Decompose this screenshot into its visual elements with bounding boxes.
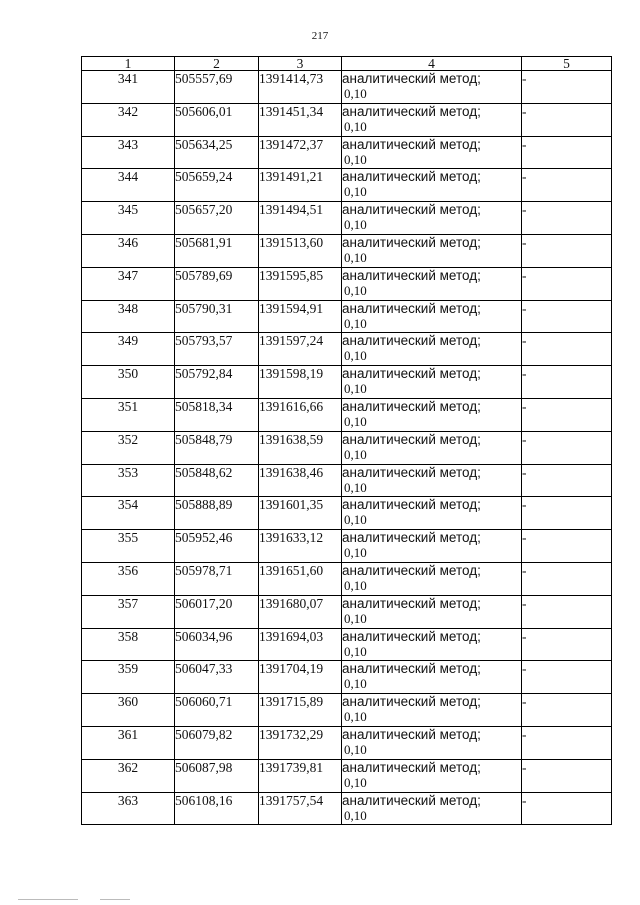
table-row xyxy=(82,694,612,727)
accuracy-value: 0,10 xyxy=(344,217,367,233)
coordinate-x: 505848,79 xyxy=(175,431,259,464)
table-row xyxy=(82,300,612,333)
note-cell: - xyxy=(522,628,612,661)
accuracy-value: 0,10 xyxy=(344,446,367,462)
note-cell: - xyxy=(522,103,612,136)
point-number: 358 xyxy=(82,628,175,661)
method-cell xyxy=(342,169,522,202)
point-number: 346 xyxy=(82,234,175,267)
point-number: 348 xyxy=(82,300,175,333)
table-row xyxy=(82,726,612,759)
table-row xyxy=(82,595,612,628)
method-cell xyxy=(342,267,522,300)
method-text: аналитический метод; xyxy=(342,595,481,611)
method-cell xyxy=(342,333,522,366)
coordinate-x: 506060,71 xyxy=(175,694,259,727)
note-cell: - xyxy=(522,300,612,333)
point-number: 351 xyxy=(82,398,175,431)
coordinate-x: 505793,57 xyxy=(175,333,259,366)
method-cell xyxy=(342,694,522,727)
point-number: 342 xyxy=(82,103,175,136)
coordinate-x: 505606,01 xyxy=(175,103,259,136)
method-cell xyxy=(342,136,522,169)
table-row xyxy=(82,628,612,661)
coordinate-x: 506087,98 xyxy=(175,759,259,792)
accuracy-value: 0,10 xyxy=(344,184,367,200)
table-row xyxy=(82,333,612,366)
coordinate-x: 506017,20 xyxy=(175,595,259,628)
method-cell xyxy=(342,103,522,136)
method-text: аналитический метод; xyxy=(342,300,481,316)
point-number: 363 xyxy=(82,792,175,825)
scan-footer-marks xyxy=(0,896,640,905)
coordinate-y: 1391472,37 xyxy=(259,136,342,169)
note-cell: - xyxy=(522,595,612,628)
method-cell xyxy=(342,792,522,825)
table-row xyxy=(82,103,612,136)
method-text: аналитический метод; xyxy=(342,71,481,86)
coordinate-y: 1391651,60 xyxy=(259,562,342,595)
method-cell xyxy=(342,497,522,530)
method-cell xyxy=(342,530,522,563)
point-number: 344 xyxy=(82,169,175,202)
note-cell: - xyxy=(522,661,612,694)
header-row xyxy=(82,57,612,71)
coordinate-y: 1391491,21 xyxy=(259,169,342,202)
coordinate-x: 506079,82 xyxy=(175,726,259,759)
method-text: аналитический метод; xyxy=(342,136,481,152)
coordinate-x: 505790,31 xyxy=(175,300,259,333)
accuracy-value: 0,10 xyxy=(344,807,367,823)
accuracy-value: 0,10 xyxy=(344,709,367,725)
point-number: 345 xyxy=(82,202,175,235)
point-number: 360 xyxy=(82,694,175,727)
accuracy-value: 0,10 xyxy=(344,315,367,331)
header-col-5: 5 xyxy=(522,57,612,71)
coordinate-x: 505557,69 xyxy=(175,71,259,104)
point-number: 347 xyxy=(82,267,175,300)
coordinate-x: 505848,62 xyxy=(175,464,259,497)
point-number: 361 xyxy=(82,726,175,759)
method-text: аналитический метод; xyxy=(342,562,481,578)
method-text: аналитический метод; xyxy=(342,202,481,218)
table-row xyxy=(82,169,612,202)
method-text: аналитический метод; xyxy=(342,464,481,480)
method-cell xyxy=(342,71,522,104)
point-number: 357 xyxy=(82,595,175,628)
coordinate-y: 1391633,12 xyxy=(259,530,342,563)
method-text: аналитический метод; xyxy=(342,792,481,808)
note-cell: - xyxy=(522,366,612,399)
coordinate-y: 1391616,66 xyxy=(259,398,342,431)
accuracy-value: 0,10 xyxy=(344,282,367,298)
accuracy-value: 0,10 xyxy=(344,381,367,397)
point-number: 349 xyxy=(82,333,175,366)
table-row xyxy=(82,366,612,399)
table-row xyxy=(82,464,612,497)
method-cell xyxy=(342,300,522,333)
coordinate-y: 1391739,81 xyxy=(259,759,342,792)
coordinate-x: 505818,34 xyxy=(175,398,259,431)
method-cell xyxy=(342,661,522,694)
accuracy-value: 0,10 xyxy=(344,610,367,626)
method-cell xyxy=(342,398,522,431)
accuracy-value: 0,10 xyxy=(344,577,367,593)
method-text: аналитический метод; xyxy=(342,759,481,775)
note-cell: - xyxy=(522,202,612,235)
accuracy-value: 0,10 xyxy=(344,413,367,429)
note-cell: - xyxy=(522,333,612,366)
accuracy-value: 0,10 xyxy=(344,774,367,790)
point-number: 362 xyxy=(82,759,175,792)
method-text: аналитический метод; xyxy=(342,333,481,349)
point-number: 352 xyxy=(82,431,175,464)
header-col-1: 1 xyxy=(82,57,175,71)
coordinate-x: 505659,24 xyxy=(175,169,259,202)
method-cell xyxy=(342,726,522,759)
coordinate-y: 1391638,46 xyxy=(259,464,342,497)
method-cell xyxy=(342,759,522,792)
method-text: аналитический метод; xyxy=(342,234,481,250)
coordinate-x: 505952,46 xyxy=(175,530,259,563)
point-number: 350 xyxy=(82,366,175,399)
coordinate-y: 1391414,73 xyxy=(259,71,342,104)
coordinate-y: 1391757,54 xyxy=(259,792,342,825)
coordinate-x: 505978,71 xyxy=(175,562,259,595)
table-body xyxy=(82,71,612,825)
table-row xyxy=(82,202,612,235)
method-text: аналитический метод; xyxy=(342,694,481,710)
table-row xyxy=(82,792,612,825)
note-cell: - xyxy=(522,398,612,431)
note-cell: - xyxy=(522,497,612,530)
coordinate-x: 505789,69 xyxy=(175,267,259,300)
coordinate-y: 1391451,34 xyxy=(259,103,342,136)
note-cell: - xyxy=(522,726,612,759)
note-cell: - xyxy=(522,530,612,563)
coordinate-y: 1391732,29 xyxy=(259,726,342,759)
header-col-3: 3 xyxy=(259,57,342,71)
accuracy-value: 0,10 xyxy=(344,151,367,167)
accuracy-value: 0,10 xyxy=(344,118,367,134)
coordinate-y: 1391601,35 xyxy=(259,497,342,530)
coordinate-x: 506108,16 xyxy=(175,792,259,825)
method-text: аналитический метод; xyxy=(342,169,481,185)
accuracy-value: 0,10 xyxy=(344,545,367,561)
accuracy-value: 0,10 xyxy=(344,643,367,659)
accuracy-value: 0,10 xyxy=(344,348,367,364)
note-cell: - xyxy=(522,136,612,169)
table-row xyxy=(82,530,612,563)
coordinate-y: 1391513,60 xyxy=(259,234,342,267)
note-cell: - xyxy=(522,431,612,464)
method-cell xyxy=(342,595,522,628)
note-cell: - xyxy=(522,267,612,300)
note-cell: - xyxy=(522,562,612,595)
method-text: аналитический метод; xyxy=(342,726,481,742)
coordinate-x: 506034,96 xyxy=(175,628,259,661)
method-cell xyxy=(342,366,522,399)
accuracy-value: 0,10 xyxy=(344,676,367,692)
method-text: аналитический метод; xyxy=(342,497,481,513)
method-text: аналитический метод; xyxy=(342,530,481,546)
table-row xyxy=(82,562,612,595)
coordinate-y: 1391594,91 xyxy=(259,300,342,333)
header-col-2: 2 xyxy=(175,57,259,71)
coordinate-y: 1391598,19 xyxy=(259,366,342,399)
accuracy-value: 0,10 xyxy=(344,741,367,757)
point-number: 353 xyxy=(82,464,175,497)
coordinate-y: 1391595,85 xyxy=(259,267,342,300)
method-text: аналитический метод; xyxy=(342,103,481,119)
page-number: 217 xyxy=(311,30,329,42)
table-row xyxy=(82,71,612,104)
table-header xyxy=(82,57,612,71)
point-number: 343 xyxy=(82,136,175,169)
coordinate-x: 505888,89 xyxy=(175,497,259,530)
method-text: аналитический метод; xyxy=(342,366,481,382)
table-row xyxy=(82,234,612,267)
coordinate-y: 1391638,59 xyxy=(259,431,342,464)
note-cell: - xyxy=(522,234,612,267)
accuracy-value: 0,10 xyxy=(344,512,367,528)
accuracy-value: 0,10 xyxy=(344,86,367,101)
method-cell xyxy=(342,562,522,595)
method-cell xyxy=(342,202,522,235)
method-cell xyxy=(342,431,522,464)
method-cell xyxy=(342,234,522,267)
accuracy-value: 0,10 xyxy=(344,479,367,495)
coordinate-y: 1391704,19 xyxy=(259,661,342,694)
note-cell: - xyxy=(522,694,612,727)
table-row xyxy=(82,398,612,431)
header-col-4: 4 xyxy=(342,57,522,71)
coordinate-y: 1391494,51 xyxy=(259,202,342,235)
point-number: 341 xyxy=(82,71,175,104)
coordinate-y: 1391597,24 xyxy=(259,333,342,366)
note-cell: - xyxy=(522,464,612,497)
coordinate-x: 505634,25 xyxy=(175,136,259,169)
coordinate-x: 506047,33 xyxy=(175,661,259,694)
note-cell: - xyxy=(522,759,612,792)
accuracy-value: 0,10 xyxy=(344,249,367,265)
coordinate-y: 1391715,89 xyxy=(259,694,342,727)
coordinate-y: 1391680,07 xyxy=(259,595,342,628)
coordinate-y: 1391694,03 xyxy=(259,628,342,661)
coordinate-x: 505792,84 xyxy=(175,366,259,399)
table-row xyxy=(82,759,612,792)
point-number: 356 xyxy=(82,562,175,595)
table-row xyxy=(82,431,612,464)
table-row xyxy=(82,136,612,169)
note-cell: - xyxy=(522,169,612,202)
method-text: аналитический метод; xyxy=(342,431,481,447)
method-text: аналитический метод; xyxy=(342,267,481,283)
coordinate-x: 505657,20 xyxy=(175,202,259,235)
method-text: аналитический метод; xyxy=(342,628,481,644)
coordinates-table xyxy=(81,56,612,825)
note-cell: - xyxy=(522,71,612,104)
method-text: аналитический метод; xyxy=(342,398,481,414)
point-number: 355 xyxy=(82,530,175,563)
note-cell: - xyxy=(522,792,612,825)
method-cell xyxy=(342,628,522,661)
point-number: 359 xyxy=(82,661,175,694)
table-row xyxy=(82,661,612,694)
coordinate-x: 505681,91 xyxy=(175,234,259,267)
method-cell xyxy=(342,464,522,497)
table-row xyxy=(82,497,612,530)
point-number: 354 xyxy=(82,497,175,530)
table-row xyxy=(82,267,612,300)
method-text: аналитический метод; xyxy=(342,661,481,677)
